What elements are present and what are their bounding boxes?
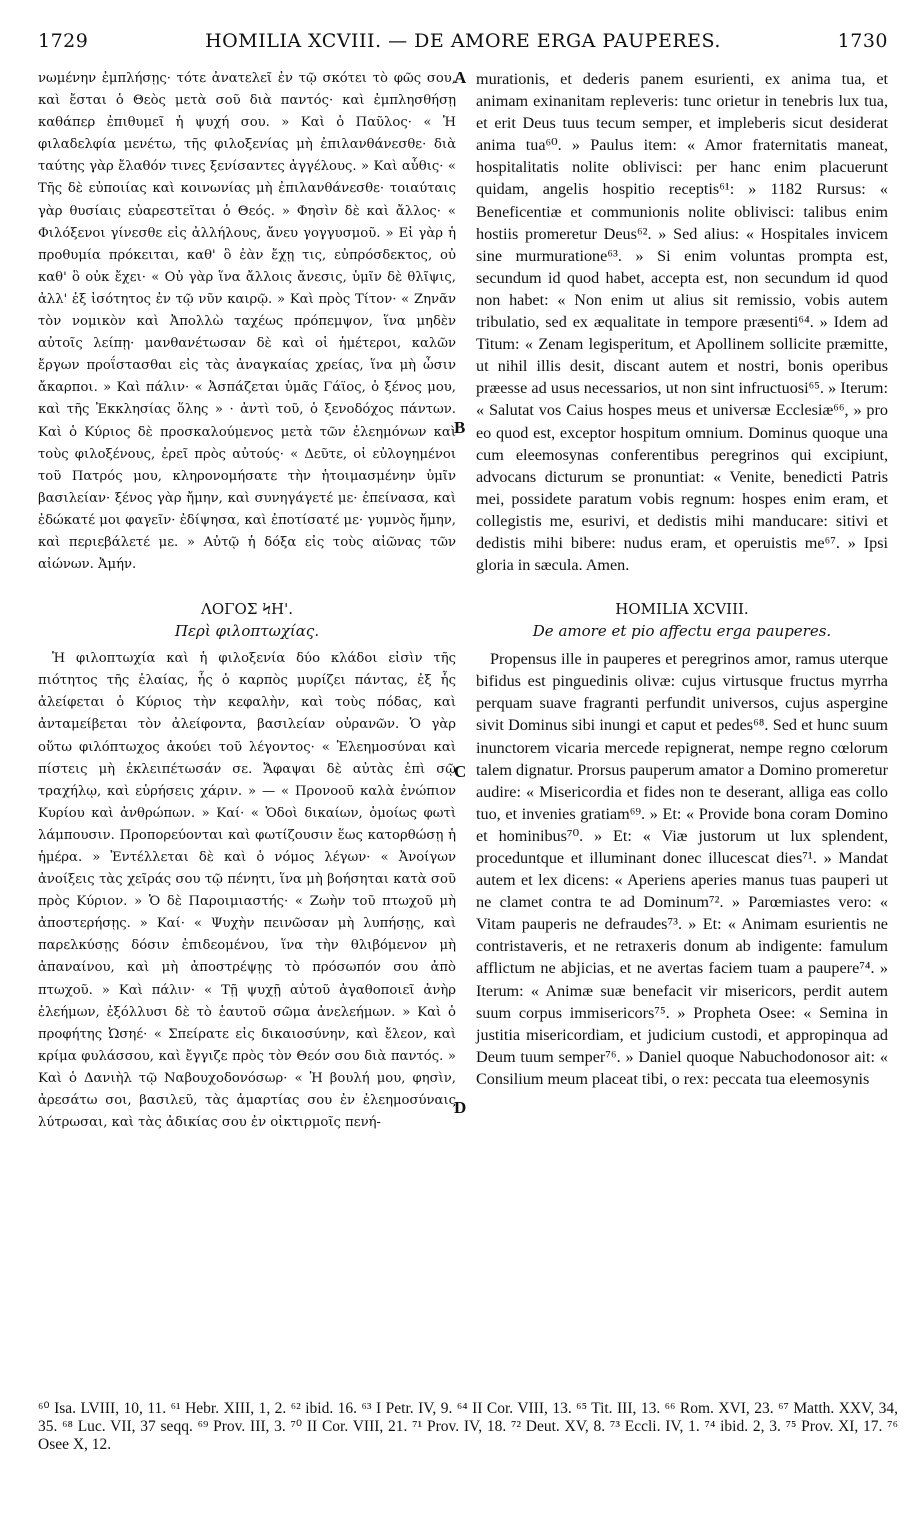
footnotes: ⁶⁰ Isa. LVIII, 10, 11. ⁶¹ Hebr. XIII, 1, 2. ⁶² ibid. 16. ⁶³ I Petr. IV, 9. ⁶⁴ II Cor. VIII, 13. ⁶⁵ Tit. III, 13. ⁶⁶ Rom. XVI, 23. ⁶⁷ Matth. XXV, 34, 35. ⁶⁸ Luc. VII, 37 seqq. ⁶⁹ Prov. III, 3. ⁷⁰ II Cor. VIII, 21. ⁷¹ Prov. IV, 18. ⁷² Deut. XV, 8. ⁷³ Eccli. IV, 1. ⁷⁴ ibid. 2, 3. ⁷⁵ Prov. XI, 17. ⁷⁶ Osee X, 12.: [38, 1400, 898, 1453]
latin-paragraph-1: murationis, et dederis panem esurienti, ex anima tua, et animam exinanitam repleveris: tunc orietur in tenebris lux tua, et erit Deus tuus tecum semper, et impleberis sicut desiderat anima tua⁶⁰. » Paulus item: « Amor fraternitatis maneat, hospitalitatis nolite oblivisci: per hanc enim placuerunt quidam, angelis hospitio receptis⁶¹: » 1182 Rursus: « Beneficentiæ et communionis nolite oblivisci: talibus enim hostiis promeretur Deus⁶². » Sed alius: « Hospitales invicem sine murmuratione⁶³. » Si enim voluntas prompta est, secundum id quod habet, accepta est, non secundum id quod non habet: « Non enim ut alius sit remissio, vobis autem tribulatio, sed ex æqualitate in tempore præsenti⁶⁴. » Idem ad Titum: « Zenam legisperitum, et Apollinem sollicite præmitte, ut nihil illis desit, discant autem et nostri, bonis operibus præesse ad usus necessarios, ut non sint infructuosi⁶⁵. » Iterum: « Salutat vos Caius hospes meus et universæ Ecclesiæ⁶⁶, » pro eo quod est, exceptor hospitum omnium. Dominus quoque una cum eleemosynas conferentibus peregrinos qui excipiunt, advocans dicturum se pronuntiat: « Venite, benedicti Patris mei, possidete paratum vobis regnum: hospes enim eram, et collegistis me, esurivi, et dedistis mihi manducare: sitivi et dedistis mihi bibere: nudus eram, et operuistis me⁶⁷. » Ipsi gloria in sæcula. Amen.: [476, 70, 888, 575]
section-gap: [38, 576, 456, 598]
latin-paragraph-2: Propensus ille in pauperes et peregrinos amor, ramus uterque bifidus est pinguedinis olivæ: cujus virtusque fructus myrrha perquam suave fragranti perfundit universos, cujus aspergine sivit Dominus sibi inungi et caput et pedes⁶⁸. Sed et hunc suum inunctorem vicaria mercede repignerat, nempe regno cœlorum talem dignatur. Prorsus pauperum amator a Domino promeretur audire: « Misericordia et fides non te deserant, alliga eas collo tuo, et invenies gratiam⁶⁹. » Et: « Provide bona coram Domino et hominibus⁷⁰. » Et: « Viæ justorum ut lux splendent, proceduntque et illuminant donec illucescat dies⁷¹. » Mandat autem et lex dicens: « Aperiens aperies manus tuas pauperi ut ne clamet contra te ad Dominum⁷². » Parœmiastes vero: « Vitam pauperis ne defraudes⁷³. » Et: « Animam esurientis ne contristaveris, et ne retraxeris donum ab indigente: famulum afflictum ne abjicias, et ne avertas faciem tuam a paupere⁷⁴. » Iterum: « Animæ suæ benefacit vir misericors, perdit autem suum corpus immisericors⁷⁵. » Propheta Osee: « Semina in justitia misericordiam, et judicium custodi, et appropinqua ad Deum tuum semper⁷⁶. » Daniel quoque Nabuchodonosor ait: « Consilium meum placeat tibi, o rex: peccata tua eleemosynis: [476, 650, 888, 1088]
greek-paragraph-2: Ἡ φιλοπτωχία καὶ ἡ φιλοξενία δύο κλάδοι εἰσὶν τῆς πιότητος τῆς ἐλαίας, ἧς ὁ καρπὸς μυρίζει πάντας, ἐξ ἧς ἀλείφεται ὁ Κύριος τὴν κεφαλὴν, καὶ τοὺς πόδας, καὶ ἀνταμείβεται τὸν ἀλείφοντα, βασιλείαν οὐρανῶν. Ὁ γὰρ οὕτω φιλόπτωχος ἀκούει τοῦ λέγοντος· « Ἐλεημοσύναι καὶ πίστεις μὴ ἐκλειπέτωσάν σε. Ἄφαψαι δὲ αὐτὰς ἐπὶ σῷ τραχήλῳ, καὶ εὑρήσεις χάριν. » — « Προνοοῦ καλὰ ἐνώπιον Κυρίου καὶ ἀνθρώπων. » Καί· « Ὁδοὶ δικαίων, ὁμοίως φωτὶ λάμπουσιν. Προπορεύονται καὶ φωτίζουσιν ἕως κατορθώσῃ ἡ ἡμέρα. » Ἐντέλλεται δὲ καὶ ὁ νόμος λέγων· « Ἀνοίγων ἀνοίξεις τὰς χεῖράς σου τῷ πένητι, ἵνα μὴ βοήσηται κατὰ σοῦ πρὸς Κύριον. » Ὁ δὲ Παροιμιαστής· « Ζωὴν τοῦ πτωχοῦ μὴ ἀποστερήσῃς. » Καί· « Ψυχὴν πεινῶσαν μὴ λυπήσῃς, καὶ παρελκύσῃς δόσιν ἐπιδεομένου, ἵνα τὴν θλιβόμενον μὴ ἀπαναίνου, καὶ μὴ ἀποστρέψῃς τὸ πρόσωπόν σου ἀπὸ πτωχοῦ. » Καὶ πάλιν· « Τῇ ψυχῇ αὐτοῦ ἀγαθοποιεῖ ἀνὴρ ἐλεήμων, ἐξόλλυσι δὲ τὸ ἑαυτοῦ σῶμα ἀνελεήμων. » Καὶ ὁ προφήτης Ὠσηέ· « Σπείρατε εἰς δικαιοσύνην, καὶ ἔλεον, καὶ κρίμα φυλάσσου, καὶ ἔγγιζε πρὸς τὸν Θεόν σου διὰ παντός. » Καὶ ὁ Δανιὴλ τῷ Ναβουχοδονόσωρ· « Ἡ βουλή μου, φησὶν, ἀρεσάτω σοι, βασιλεῦ, τὰς ἁμαρτίας σου ἐν ἐλεημοσύναις λύτρωσαι, καὶ τὰς ἀδικίας σου ἐν οἰκτιρμοῖς πενή-: [38, 651, 456, 1131]
running-head: [38, 30, 888, 60]
margin-marker-a: A: [454, 68, 467, 87]
latin-homily-subheading: De amore et pio affectu erga pauperes.: [532, 622, 832, 641]
right-page-number: 1730: [837, 30, 888, 52]
margin-marker-c: C: [454, 762, 467, 781]
latin-column: [476, 68, 888, 1090]
margin-marker-b: B: [454, 418, 466, 437]
latin-homily-heading: HOMILIA XCVIII.: [615, 600, 749, 619]
greek-column: [38, 68, 456, 1134]
margin-marker-d: D: [454, 1098, 467, 1117]
section-gap: [476, 576, 888, 598]
left-page-number: 1729: [38, 30, 89, 52]
page-title: HOMILIA XCVIII. — DE AMORE ERGA PAUPERES.: [205, 30, 721, 52]
greek-homily-heading: ΛΟΓΟΣ ϞΗ'.: [200, 600, 294, 619]
greek-homily-subheading: Περὶ φιλοπτωχίας.: [174, 622, 320, 641]
greek-paragraph-1: νωμένην ἐμπλήσῃς· τότε ἀνατελεῖ ἐν τῷ σκότει τὸ φῶς σου, καὶ ἔσται ὁ Θεὸς μετὰ σοῦ διὰ παντός· καὶ ἐμπλησθήσῃ καθάπερ ἐπιθυμεῖ ἡ ψυχή σου. » Καὶ ὁ Παῦλος· « Ἡ φιλαδελφία μενέτω, τῆς φιλοξενίας μὴ ἐπιλανθάνεσθε· διὰ ταύτης γὰρ ἔλαθόν τινες ξενίσαντες ἀγγέλους. » Καὶ αὖθις· « Τῆς δὲ εὐποιίας καὶ κοινωνίας μὴ ἐπιλανθάνεσθε· τοιαύταις γὰρ θυσίαις εὐαρεστεῖται ὁ Θεός. » Φησὶν δὲ καὶ ἄλλος· « Φιλόξενοι γίνεσθε εἰς ἀλλήλους, ἄνευ γογγυσμοῦ. » Εἰ γὰρ ἡ προθυμία πρόκειται, καθ' ὃ ἐὰν ἔχῃ τις, εὐπρόσδεκτος, οὐ καθ' ὃ οὐκ ἔχει· « Οὐ γὰρ ἵνα ἄλλοις ἄνεσις, ὑμῖν δὲ θλῖψις, ἀλλ' ἐξ ἰσότητος ἐν τῷ νῦν καιρῷ. » Καὶ πρὸς Τίτον· « Ζηνᾶν τὸν νομικὸν καὶ Ἀπολλὼ ταχέως πρόπεμψον, ἵνα μηδὲν αὐτοῖς λείπῃ· μανθανέτωσαν δὲ καὶ οἱ ἡμέτεροι, καλῶν ἔργων προΐστασθαι εἰς τὰς ἀναγκαίας χρείας, ἵνα μὴ ὦσιν ἄκαρποι. » Καὶ πάλιν· « Ἀσπάζεται ὑμᾶς Γάϊος, ὁ ξένος μου, καὶ τῆς Ἐκκλησίας ὅλης » · ἀντὶ τοῦ, ὁ ξενοδόχος πάντων. Καὶ ὁ Κύριος δὲ προσκαλούμενος μετὰ τῶν ἐλεημόνων καὶ τοὺς φιλοξένους, ἐρεῖ πρὸς αὐτούς· « Δεῦτε, οἱ εὐλογημένοι τοῦ Πατρός μου, κληρονομήσατε τὴν ἡτοιμασμένην ὑμῖν βασιλείαν· ξένος γὰρ ἤμην, καὶ συνηγάγετέ με· ἐπείνασα, καὶ ἐδώκατέ μοι φαγεῖν· ἐδίψησα, καὶ ἐποτίσατέ με· γυμνὸς ἤμην, καὶ περιεβάλετέ με. » Αὐτῷ ἡ δόξα εἰς τοὺς αἰῶνας τῶν αἰώνων. Ἀμήν.: [38, 71, 456, 573]
